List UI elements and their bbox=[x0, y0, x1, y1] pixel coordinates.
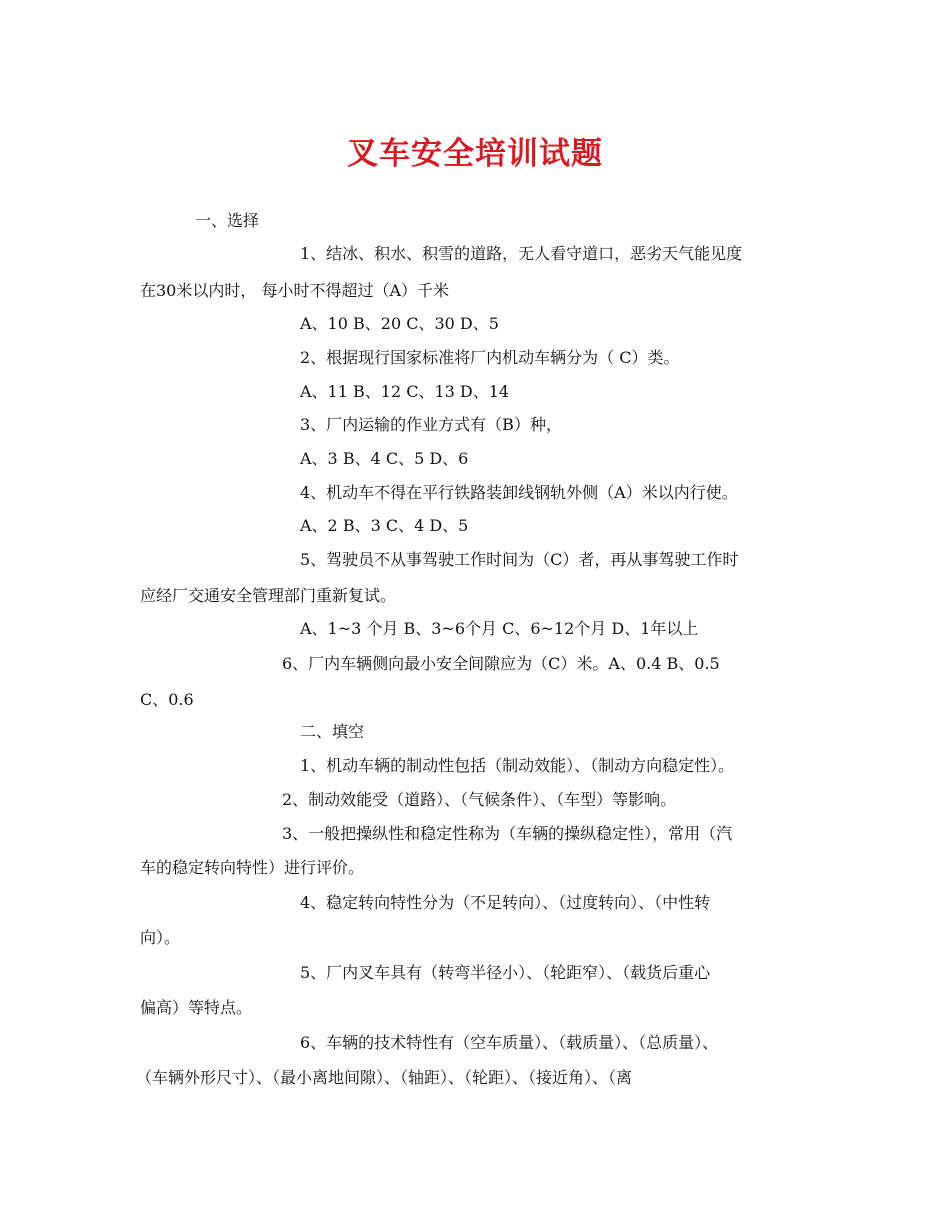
fill-item: 3、一般把操纵性和稳定性称为（车辆的操纵稳定性），常用（汽 bbox=[282, 824, 733, 843]
fill-item: 2、制动效能受（道路）、（气候条件）、（车型）等影响。 bbox=[282, 790, 677, 809]
answer-options: A、3 B、4 C、5 D、6 bbox=[300, 449, 469, 468]
document-title: 叉车安全培训试题 bbox=[347, 136, 603, 172]
question-text: 1、结冰、积水、积雪的道路，无人看守道口，恶劣天气能见度 bbox=[300, 244, 743, 263]
answer-options: A、10 B、20 C、30 D、5 bbox=[300, 314, 499, 333]
fill-item-cont: 向）。 bbox=[140, 928, 181, 947]
question-text-cont: C、0.6 bbox=[140, 690, 194, 709]
fill-item: 1、机动车辆的制动性包括（制动效能）、（制动方向稳定性）。 bbox=[300, 756, 735, 775]
answer-options: A、1~3 个月 B、3~6个月 C、6~12个月 D、1年以上 bbox=[300, 619, 699, 638]
fill-item-cont: 车的稳定转向特性）进行评价。 bbox=[140, 858, 365, 877]
fill-item-cont: 偏高）等特点。 bbox=[140, 998, 253, 1017]
fill-item: 5、厂内叉车具有（转弯半径小）、（轮距窄）、（载货后重心 bbox=[300, 963, 711, 982]
section-heading-fill: 二、填空 bbox=[300, 722, 365, 741]
section-heading-choice: 一、选择 bbox=[195, 211, 260, 230]
answer-options: A、2 B、3 C、4 D、5 bbox=[300, 516, 469, 535]
fill-item: 6、车辆的技术特性有（空车质量）、（载质量）、（总质量）、 bbox=[300, 1033, 719, 1052]
question-text: 5、驾驶员不从事驾驶工作时间为（C）者，再从事驾驶工作时 bbox=[300, 550, 739, 569]
question-text-cont: 在30米以内时， 每小时不得超过（A）千米 bbox=[140, 281, 450, 300]
fill-item-cont: （车辆外形尺寸）、（最小离地间隙）、（轴距）、（轮距）、（接近角）、（离 bbox=[136, 1068, 633, 1087]
question-text: 3、厂内运输的作业方式有（B）种， bbox=[300, 415, 562, 434]
answer-options: A、11 B、12 C、13 D、14 bbox=[300, 382, 510, 401]
question-text: 6、厂内车辆侧向最小安全间隙应为（C）米。A、0.4 B、0.5 bbox=[282, 654, 720, 673]
question-text: 2、根据现行国家标准将厂内机动车辆分为（ C）类。 bbox=[300, 348, 680, 367]
question-text-cont: 应经厂交通安全管理部门重新复试。 bbox=[140, 586, 397, 605]
fill-item: 4、稳定转向特性分为（不足转向）、（过度转向）、（中性转 bbox=[300, 893, 711, 912]
question-text: 4、机动车不得在平行铁路装卸线钢轨外侧（A）米以内行使。 bbox=[300, 483, 738, 502]
